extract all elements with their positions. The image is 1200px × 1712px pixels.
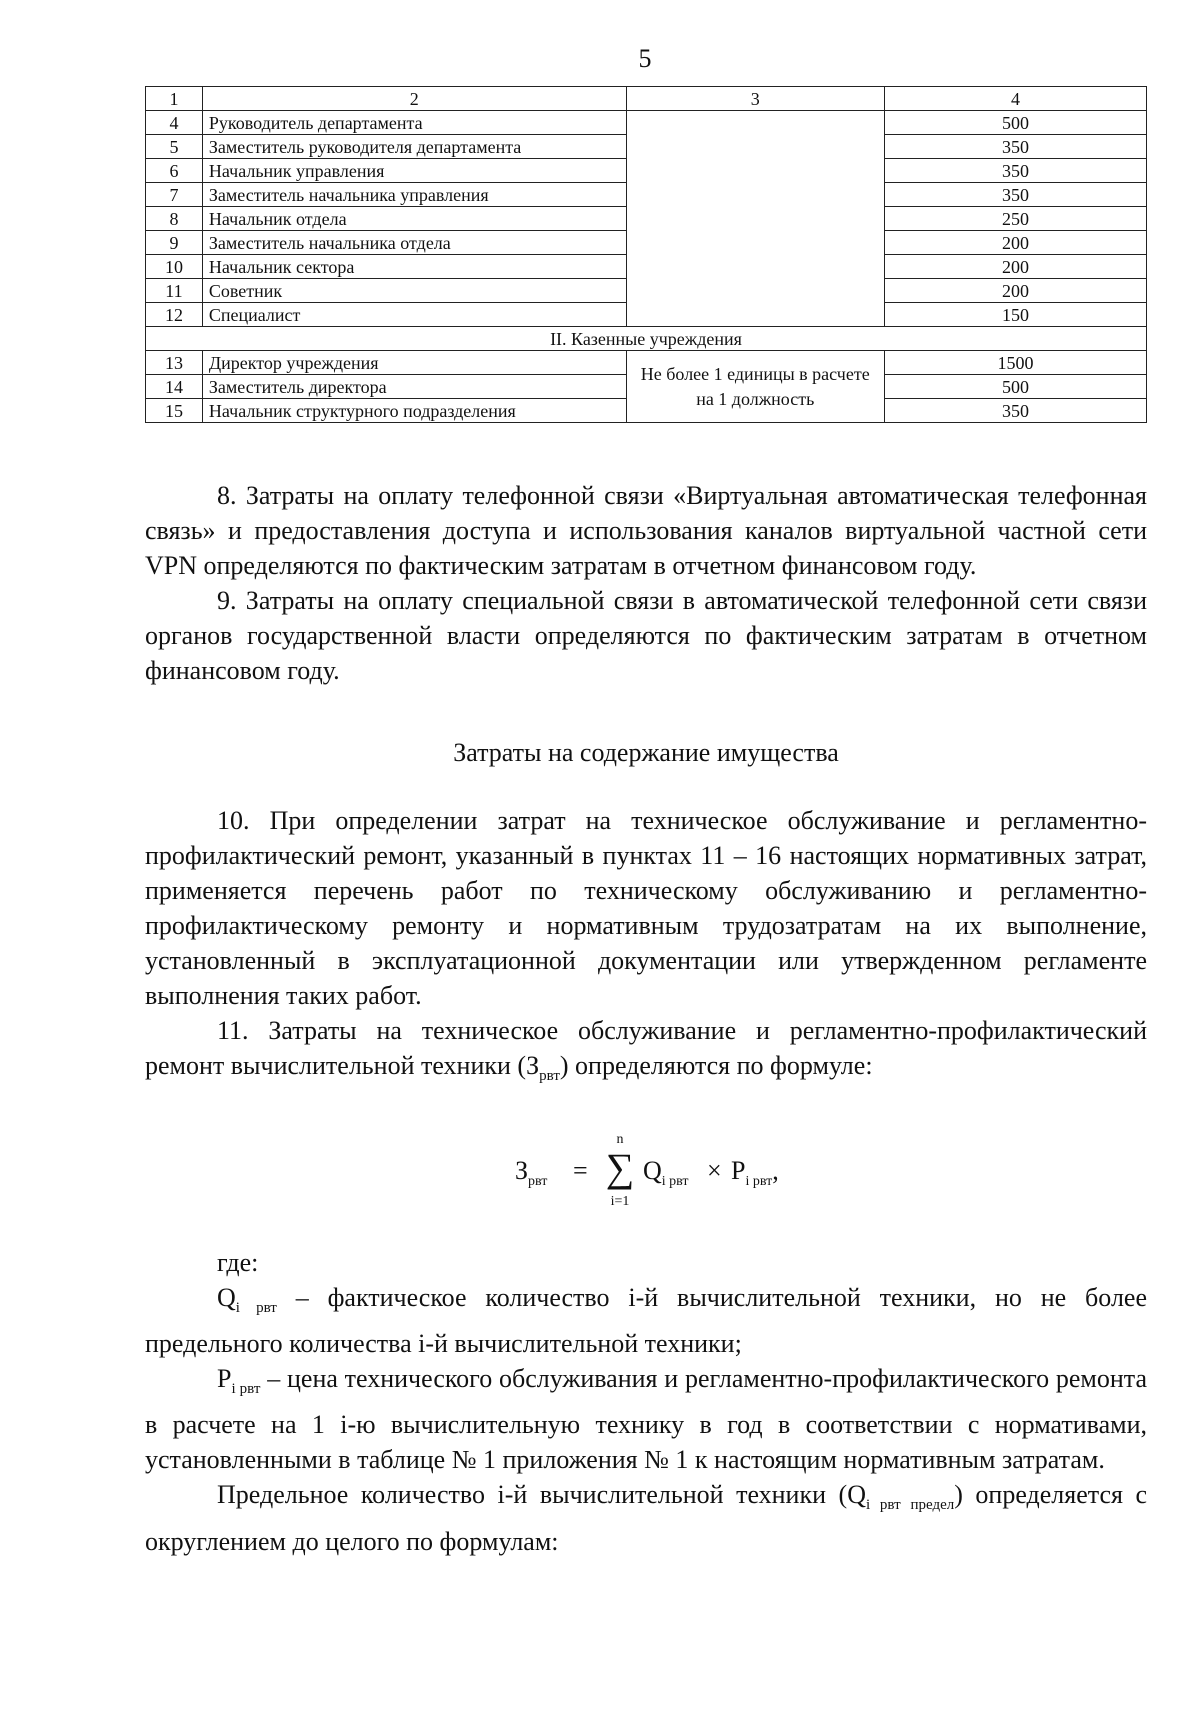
norm-value: 200	[884, 279, 1146, 303]
position-name: Руководитель департамента	[202, 111, 626, 135]
paragraph-9: 9. Затраты на оплату специальной связи в автоматической телефонной сети связи органов государственной власти определяются по фактическим затратам в отчетном финансовом году.	[145, 586, 1147, 685]
formula-p-sub: i рвт	[745, 1174, 773, 1190]
row-number: 13	[146, 351, 203, 375]
table-section-row	[146, 327, 1147, 351]
position-name: Начальник сектора	[202, 255, 626, 279]
position-name: Заместитель начальника отдела	[202, 231, 626, 255]
position-name: Советник	[202, 279, 626, 303]
last-paragraph-end: ) определяется с округлением до целого по формулам:	[145, 1480, 1148, 1556]
paragraph-11-end: ) определяются по формуле:	[559, 1051, 873, 1080]
row-number: 7	[146, 183, 203, 207]
formula-sum	[595, 1132, 645, 1209]
col-header-4: 4	[884, 87, 1146, 111]
position-name: Заместитель директора	[202, 375, 626, 399]
last-paragraph-text: Предельное количество i-й вычислительной техники (Q	[217, 1480, 866, 1510]
norm-value: 350	[884, 159, 1146, 183]
paragraph-11-text: 11. Затраты на техническое обслуживание и регламентно-профилактический ремонт вычислительной техники (З	[145, 1016, 1147, 1080]
row-number: 12	[146, 303, 203, 327]
section-heading: Затраты на содержание имущества	[453, 738, 839, 767]
row-number: 9	[146, 231, 203, 255]
norm-value: 500	[884, 111, 1146, 135]
paragraph-10: 10. При определении затрат на техническое обслуживание и регламентно-профилактический ремонт, указанный в пунктах 11 – 16 настоящих нормативных затрат, применяется перечень работ по техническому обслуживанию и регламентно-профилактическому ремонту и нормативным трудозатратам на их выполнение, установленный в эксплуатационной документации или утвержденном регламенте выполнения таких работ.	[145, 806, 1147, 1010]
row-number: 5	[146, 135, 203, 159]
norm-value: 350	[884, 399, 1146, 423]
definition-p	[145, 1361, 1147, 1477]
formula-comma: ,	[772, 1156, 779, 1185]
row-number: 8	[146, 207, 203, 231]
norm-value: 250	[884, 207, 1146, 231]
formula-times: ×	[707, 1156, 722, 1185]
paragraph-11	[145, 1013, 1147, 1094]
page-number: 5	[638, 44, 652, 73]
norm-value: 350	[884, 135, 1146, 159]
position-name: Начальник структурного подразделения	[202, 399, 626, 423]
paragraphs-8-9	[145, 478, 1147, 688]
position-name: Начальник отдела	[202, 207, 626, 231]
col-header-2: 2	[202, 87, 626, 111]
where-label: где:	[217, 1248, 259, 1277]
table-row	[146, 111, 1147, 135]
position-name: Директор учреждения	[202, 351, 626, 375]
sum-lower-limit: i=1	[610, 1194, 630, 1209]
last-paragraph-sub: i рвт предел	[865, 1497, 955, 1514]
col-header-3: 3	[626, 87, 884, 111]
formula	[515, 1132, 815, 1209]
norm-value: 150	[884, 303, 1146, 327]
row-number: 11	[146, 279, 203, 303]
col-header-1: 1	[146, 87, 203, 111]
definition-q-sub: i рвт	[235, 1300, 277, 1317]
definition-q-symbol: Q	[217, 1283, 236, 1312]
definition-p-text: – цена технического обслуживания и регламентно-профилактического ремонта в расчете на 1 i-ю вычислительную технику в год в соответствии с нормативами, установленными в таблице № 1 приложения № 1 к настоящим нормативным затратам.	[145, 1364, 1147, 1475]
paragraphs-10-11	[145, 803, 1147, 1094]
formula-q	[643, 1156, 689, 1190]
table-header-row	[146, 87, 1147, 111]
row-number: 14	[146, 375, 203, 399]
section-title: II. Казенные учреждения	[146, 327, 1147, 351]
last-paragraph	[145, 1477, 1147, 1558]
definition-q	[145, 1280, 1147, 1361]
formula-q-symbol: Q	[643, 1156, 662, 1185]
norm-value: 200	[884, 231, 1146, 255]
formula-p-symbol: P	[731, 1156, 746, 1185]
row-number: 4	[146, 111, 203, 135]
positions-table	[145, 86, 1147, 423]
definitions	[145, 1245, 1147, 1559]
position-name: Начальник управления	[202, 159, 626, 183]
formula-p	[731, 1156, 779, 1190]
definition-p-sub: i рвт	[231, 1381, 261, 1398]
formula-lhs-sub: рвт	[528, 1174, 548, 1190]
position-name: Заместитель начальника управления	[202, 183, 626, 207]
norm-value: 1500	[884, 351, 1146, 375]
formula-lhs	[515, 1156, 547, 1190]
norm-value: 500	[884, 375, 1146, 399]
limit-cell: Не более 1 единицы в расчете на 1 должность	[626, 351, 884, 423]
position-name: Специалист	[202, 303, 626, 327]
sigma-icon: ∑	[605, 1145, 635, 1190]
paragraph-8: 8. Затраты на оплату телефонной связи «Виртуальная автоматическая телефонная связь» и предоставления доступа и использования каналов виртуальной частной сети VPN определяются по фактическим затратам в отчетном финансовом году.	[145, 481, 1147, 580]
position-name: Заместитель руководителя департамента	[202, 135, 626, 159]
row-number: 10	[146, 255, 203, 279]
paragraph-11-sub: рвт	[539, 1068, 560, 1085]
definition-p-symbol: P	[217, 1364, 232, 1394]
definition-q-text: – фактическое количество i-й вычислительной техники, но не более предельного количества i-й вычислительной техники;	[145, 1283, 1148, 1359]
formula-equals: =	[573, 1156, 588, 1185]
table-row	[146, 351, 1147, 375]
norm-value: 350	[884, 183, 1146, 207]
row-number: 6	[146, 159, 203, 183]
limit-cell-empty	[626, 111, 884, 327]
formula-lhs-symbol: З	[515, 1156, 529, 1185]
row-number: 15	[146, 399, 203, 423]
sum-upper-limit: n	[616, 1132, 624, 1147]
norm-value: 200	[884, 255, 1146, 279]
formula-q-sub: i рвт	[661, 1174, 689, 1190]
